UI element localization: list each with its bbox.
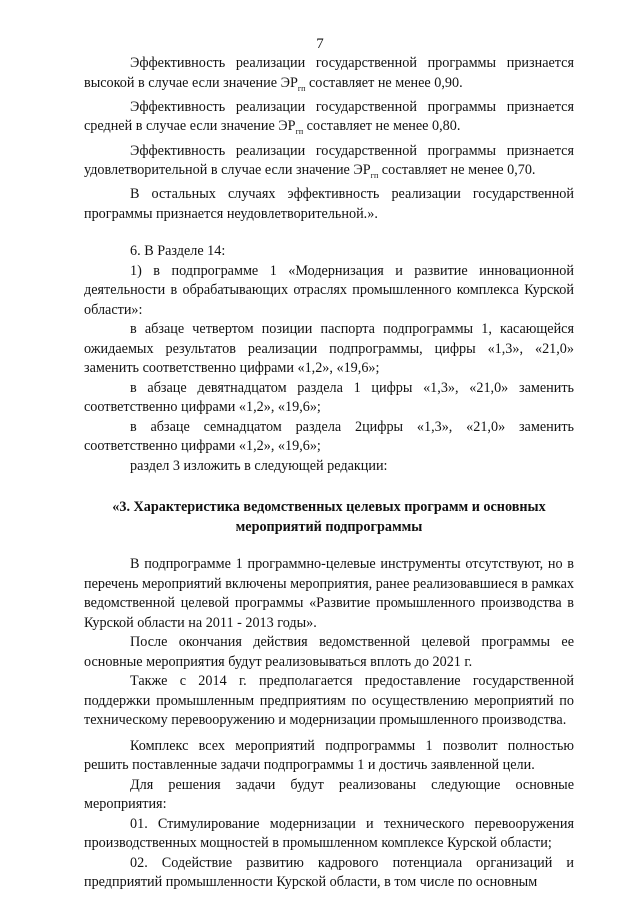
paragraph-efficiency-medium: Эффективность реализации государственной программы признается средней в случае если значение $ЭР_{гп}$ составляет не менее 0,80. (84, 98, 574, 137)
subscript-gp: гп (295, 127, 304, 137)
subscript-gp: гп (297, 83, 306, 93)
body-paragraph-5: Для решения задачи будут реализованы следующие основные мероприятия: (84, 776, 574, 813)
paragraph-efficiency-satisfactory: Эффективность реализации государственной программы признается удовлетворительной в случае если значение $ЭР_{гп}$ составляет не менее 0,70. (84, 142, 574, 180)
amendment-2: в абзаце четвертом позиции паспорта подпрограммы 1, касающейся ожидаемых результатов реализации подпрограммы, цифры «1,3», «21,0» заменить соответственно цифрами «1,2», «19,6»; (84, 321, 574, 377)
section-title: 6. В Разделе 14: (130, 243, 226, 260)
body-paragraph-4: Комплекс всех мероприятий подпрограммы 1 позволит полностью решить поставленные задачи подпрограммы 1 и достичь заявленной цели. (84, 737, 574, 774)
amendment-5: раздел 3 изложить в следующей редакции: (130, 457, 388, 474)
document-body (84, 54, 574, 893)
measure-01: 01. Стимулирование модернизации и технического перевооружения производственных мощностей в промышленном комплексе Курской области; (84, 815, 574, 852)
amendment-4: в абзаце семнадцатом раздела 2цифры «1,3», «21,0» заменить соответственно цифрами «1,2», «19,6»; (84, 418, 574, 455)
section-heading: «3. Характеристика ведомственных целевых программ и основных мероприятий подпрограммы (112, 499, 546, 535)
subscript-gp: гп (370, 170, 379, 180)
page-number: 7 (316, 36, 324, 52)
body-paragraph-2: После окончания действия ведомственной целевой программы ее основные мероприятия будут реализовываться вплоть до 2021 г. (84, 634, 574, 670)
amendment-1: 1) в подпрограмме 1 «Модернизация и развитие инновационной деятельности в обрабатывающих отраслях промышленного комплекса Курской области»: (84, 262, 574, 318)
paragraph-efficiency-else: В остальных случаях эффективность реализации государственной программы признается неудовлетворительной.». (84, 186, 574, 222)
body-paragraph-1: В подпрограмме 1 программно-целевые инструменты отсутствуют, но в перечень мероприятий включены мероприятия, ранее реализовавшиеся в рамках ведомственной целевой программы «Развитие промышленного производства в Курской области на 2011 - 2013 годы». (84, 556, 574, 631)
measure-02: 02. Содействие развитию кадрового потенциала организаций и предприятий промышленности Курской области, в том числе по основным (84, 854, 574, 891)
amendment-3: в абзаце девятнадцатом раздела 1 цифры «1,3», «21,0» заменить соответственно цифрами «1,2», «19,6»; (84, 379, 574, 416)
body-paragraph-3: Также с 2014 г. предполагается предоставление государственной поддержки промышленным предприятиям по осуществлению мероприятий по техническому перевооружению и модернизации промышленного производства. (84, 673, 574, 729)
paragraph-efficiency-high: Эффективность реализации государственной программы признается высокой в случае если значение $ЭР_{гп}$ составляет не менее 0,90. (84, 55, 574, 93)
